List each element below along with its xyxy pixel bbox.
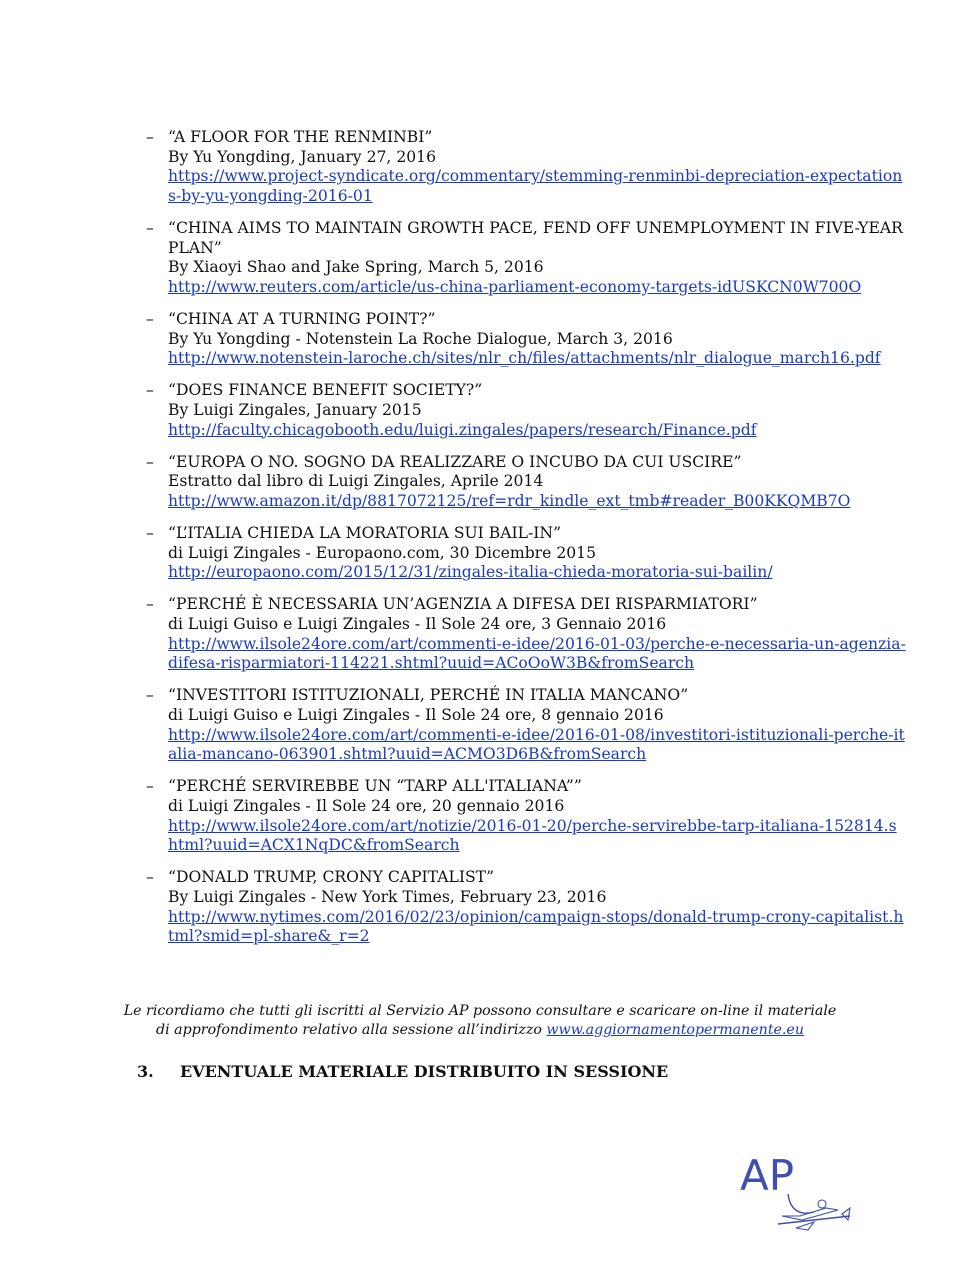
- reference-link[interactable]: http://www.nytimes.com/2016/02/23/opinion/campaign-stops/donald-trump-crony-capitalist.html?smid=pl-share&_r=2: [168, 907, 904, 946]
- list-dash: –: [146, 868, 154, 887]
- reference-link[interactable]: http://www.ilsole24ore.com/art/commenti-e-idee/2016-01-03/perche-e-necessaria-un-agenzia-difesa-risparmiatori-114221.shtml?uuid=ACoOoW3B&fromSearch: [168, 634, 906, 673]
- reference-title: “PERCHÉ È NECESSARIA UN’AGENZIA A DIFESA DEI RISPARMIATORI”: [168, 595, 758, 614]
- reference-byline: By Yu Yongding, January 27, 2016: [168, 147, 437, 166]
- list-dash: –: [146, 309, 154, 328]
- section-number: 3.: [137, 1062, 154, 1081]
- reference-byline: Estratto dal libro di Luigi Zingales, Aprile 2014: [168, 472, 544, 491]
- reference-link[interactable]: http://www.notenstein-laroche.ch/sites/nlr_ch/files/attachments/nlr_dialogue_march16.pdf: [168, 349, 881, 368]
- reference-item: [146, 868, 906, 946]
- reference-link[interactable]: http://faculty.chicagobooth.edu/luigi.zingales/papers/research/Finance.pdf: [168, 420, 757, 439]
- reference-list: [146, 128, 906, 959]
- reference-item: [146, 453, 906, 512]
- section-heading: [137, 1062, 668, 1082]
- reference-link[interactable]: http://www.reuters.com/article/us-china-parliament-economy-targets-idUSKCN0W700O: [168, 277, 862, 296]
- reference-link[interactable]: http://www.amazon.it/dp/8817072125/ref=rdr_kindle_ext_tmb#reader_B00KKQMB7O: [168, 491, 851, 510]
- reference-item: [146, 777, 906, 855]
- logo-plane-tail: [796, 1222, 814, 1230]
- reference-title: “INVESTITORI ISTITUZIONALI, PERCHÉ IN ITALIA MANCANO”: [168, 686, 689, 705]
- reference-title: “DONALD TRUMP, CRONY CAPITALIST”: [168, 868, 495, 887]
- reference-byline: di Luigi Guiso e Luigi Zingales - Il Sole 24 ore, 8 gennaio 2016: [168, 706, 664, 724]
- reference-title: “PERCHÉ SERVIREBBE UN “TARP ALL'ITALIANA””: [168, 777, 582, 796]
- section-title: EVENTUALE MATERIALE DISTRIBUITO IN SESSIONE: [180, 1062, 669, 1081]
- reference-byline: di Luigi Guiso e Luigi Zingales - Il Sole 24 ore, 3 Gennaio 2016: [168, 615, 667, 634]
- logo-pilot: [818, 1200, 826, 1208]
- list-dash: –: [146, 128, 154, 146]
- notice-link[interactable]: www.aggiornamentopermanente.eu: [546, 1022, 804, 1039]
- reference-item: [146, 219, 906, 297]
- reference-item: [146, 310, 906, 369]
- reference-item: [146, 524, 906, 583]
- reference-link[interactable]: https://www.project-syndicate.org/commentary/stemming-renminbi-depreciation-expectations-by-yu-yongding-2016-01: [168, 167, 903, 205]
- logo-text: AP: [740, 1151, 795, 1200]
- reference-byline: By Luigi Zingales, January 2015: [168, 400, 422, 419]
- reference-link[interactable]: http://www.ilsole24ore.com/art/commenti-e-idee/2016-01-08/investitori-istituzionali-perche-italia-mancano-063901.shtml?uuid=ACMO3D6B&fromSearch: [168, 725, 905, 764]
- list-dash: –: [146, 381, 154, 400]
- reference-item: [146, 595, 906, 673]
- reference-byline: By Luigi Zingales - New York Times, February 23, 2016: [168, 887, 607, 906]
- reference-item: [146, 128, 906, 206]
- reference-title: “EUROPA O NO. SOGNO DA REALIZZARE O INCUBO DA CUI USCIRE”: [168, 452, 742, 471]
- reference-byline: By Yu Yongding - Notenstein La Roche Dialogue, March 3, 2016: [168, 329, 673, 348]
- reference-item: [146, 686, 906, 764]
- reference-title: “DOES FINANCE BENEFIT SOCIETY?”: [168, 381, 483, 400]
- list-dash: –: [146, 218, 154, 237]
- reference-title: “CHINA AIMS TO MAINTAIN GROWTH PACE, FEND OFF UNEMPLOYMENT IN FIVE-YEAR PLAN”: [168, 218, 903, 257]
- list-dash: –: [146, 452, 154, 471]
- logo-plane-nose: [842, 1208, 850, 1220]
- notice-text: Le ricordiamo che tutti gli iscritti al Servizio AP possono consultare e scaricare on-line il materiale di approfondimento relativo alla sessione all’indirizzo: [123, 1003, 837, 1039]
- ap-logo-icon: [738, 1150, 858, 1235]
- reference-title: “CHINA AT A TURNING POINT?”: [168, 309, 436, 328]
- list-dash: –: [146, 595, 154, 614]
- list-dash: –: [146, 777, 154, 796]
- reference-byline: di Luigi Zingales - Europaono.com, 30 Dicembre 2015: [168, 543, 596, 562]
- reference-title: “A FLOOR FOR THE RENMINBI”: [168, 128, 433, 146]
- reference-byline: di Luigi Zingales - Il Sole 24 ore, 20 gennaio 2016: [168, 796, 565, 815]
- reference-link[interactable]: http://www.ilsole24ore.com/art/notizie/2016-01-20/perche-servirebbe-tarp-italiana-152814.shtml?uuid=ACX1NqDC&fromSearch: [168, 816, 897, 855]
- reference-byline: By Xiaoyi Shao and Jake Spring, March 5, 2016: [168, 258, 544, 277]
- list-dash: –: [146, 686, 154, 705]
- access-notice: [120, 1002, 840, 1040]
- reference-item: [146, 381, 906, 440]
- reference-title: “L’ITALIA CHIEDA LA MORATORIA SUI BAIL-IN”: [168, 524, 562, 543]
- list-dash: –: [146, 524, 154, 543]
- reference-link[interactable]: http://europaono.com/2015/12/31/zingales-italia-chieda-moratoria-sui-bailin/: [168, 563, 773, 582]
